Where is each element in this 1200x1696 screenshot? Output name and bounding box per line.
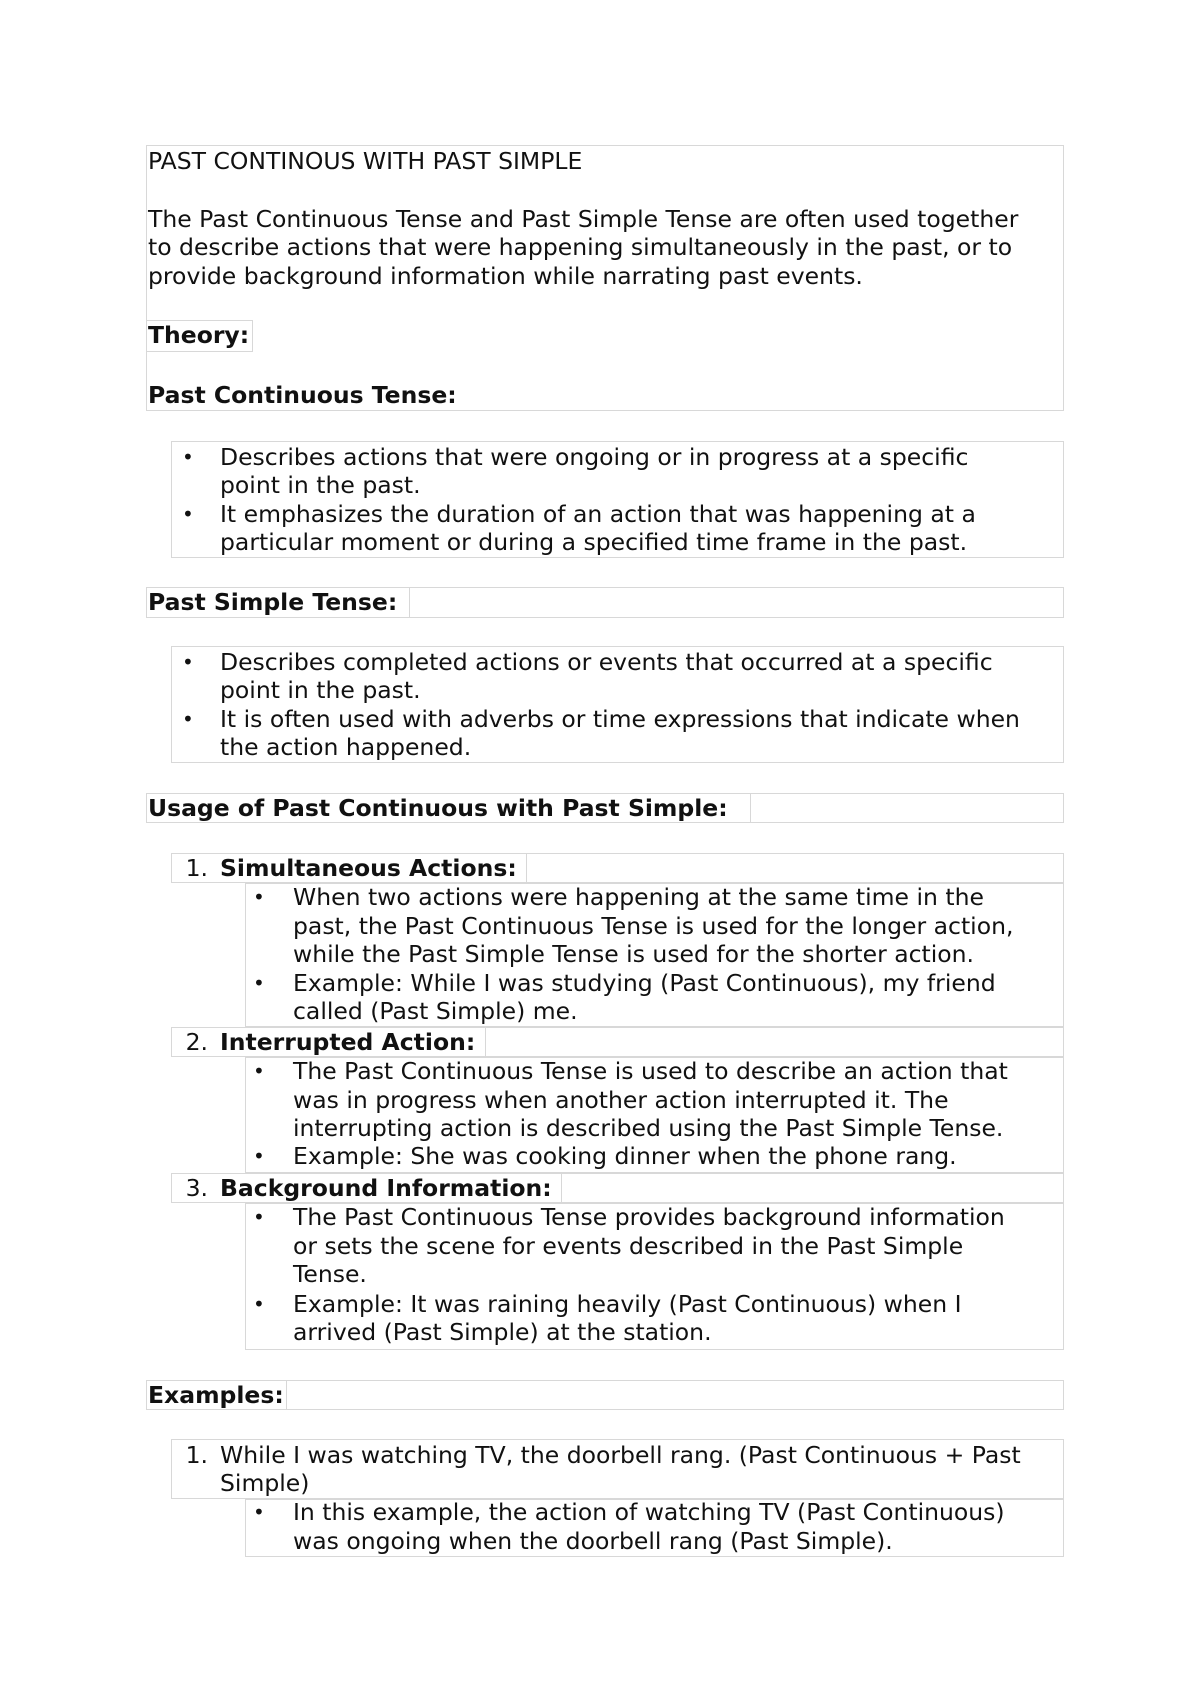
list-item: The Past Continuous Tense provides background information (293, 1203, 1005, 1231)
past-continuous-heading: Past Continuous Tense: (148, 381, 457, 409)
bullet-dot: • (253, 885, 265, 909)
list-item: Describes actions that were ongoing or in progress at a specific (220, 443, 969, 471)
bullet-dot: • (253, 1292, 265, 1316)
example-item-text: While I was watching TV, the doorbell rang. (Past Continuous + Past (220, 1441, 1021, 1469)
list-item: Example: It was raining heavily (Past Continuous) when I (293, 1290, 962, 1318)
usage-item-label: Background Information: (220, 1174, 552, 1202)
list-item: It emphasizes the duration of an action that was happening at a (220, 500, 976, 528)
intro-line: provide background information while narrating past events. (148, 262, 863, 290)
past-simple-heading: Past Simple Tense: (148, 588, 398, 616)
list-item: In this example, the action of watching TV (Past Continuous) (293, 1498, 1005, 1526)
example-item-text: Simple) (220, 1469, 310, 1497)
bullet-dot: • (253, 1144, 265, 1168)
list-number: 1. (185, 854, 208, 882)
list-number: 3. (185, 1174, 208, 1202)
list-item: was ongoing when the doorbell rang (Past Simple). (293, 1527, 893, 1555)
bullet-dot: • (253, 1059, 265, 1083)
usage-heading: Usage of Past Continuous with Past Simple: (148, 794, 728, 822)
intro-line: to describe actions that were happening simultaneously in the past, or to (148, 233, 1013, 261)
list-item: point in the past. (220, 471, 421, 499)
list-item: It is often used with adverbs or time expressions that indicate when (220, 705, 1020, 733)
list-item: while the Past Simple Tense is used for the shorter action. (293, 940, 975, 968)
list-item: point in the past. (220, 676, 421, 704)
usage-item-label: Interrupted Action: (220, 1028, 476, 1056)
document-title: PAST CONTINOUS WITH PAST SIMPLE (148, 147, 583, 175)
bullet-dot: • (182, 650, 194, 674)
list-item: particular moment or during a specified time frame in the past. (220, 528, 968, 556)
list-item: or sets the scene for events described in the Past Simple (293, 1232, 964, 1260)
bullet-dot: • (182, 502, 194, 526)
list-item: was in progress when another action interrupted it. The (293, 1086, 949, 1114)
list-item: Example: She was cooking dinner when the phone rang. (293, 1142, 957, 1170)
list-item: the action happened. (220, 733, 472, 761)
theory-heading: Theory: (148, 321, 250, 349)
bullet-dot: • (253, 1205, 265, 1229)
list-item: When two actions were happening at the same time in the (293, 883, 984, 911)
list-number: 2. (185, 1028, 208, 1056)
list-item: Tense. (293, 1260, 367, 1288)
list-item: interrupting action is described using the Past Simple Tense. (293, 1114, 1004, 1142)
list-item: arrived (Past Simple) at the station. (293, 1318, 712, 1346)
bullet-dot: • (182, 445, 194, 469)
list-item: Example: While I was studying (Past Continuous), my friend (293, 969, 996, 997)
usage-item-label: Simultaneous Actions: (220, 854, 517, 882)
list-item: called (Past Simple) me. (293, 997, 578, 1025)
list-number: 1. (185, 1441, 208, 1469)
intro-line: The Past Continuous Tense and Past Simple Tense are often used together (148, 205, 1019, 233)
bullet-dot: • (182, 707, 194, 731)
list-item: Describes completed actions or events that occurred at a specific (220, 648, 993, 676)
list-item: The Past Continuous Tense is used to describe an action that (293, 1057, 1008, 1085)
list-item: past, the Past Continuous Tense is used for the longer action, (293, 912, 1014, 940)
bullet-dot: • (253, 971, 265, 995)
examples-heading: Examples: (148, 1381, 284, 1409)
bullet-dot: • (253, 1500, 265, 1524)
